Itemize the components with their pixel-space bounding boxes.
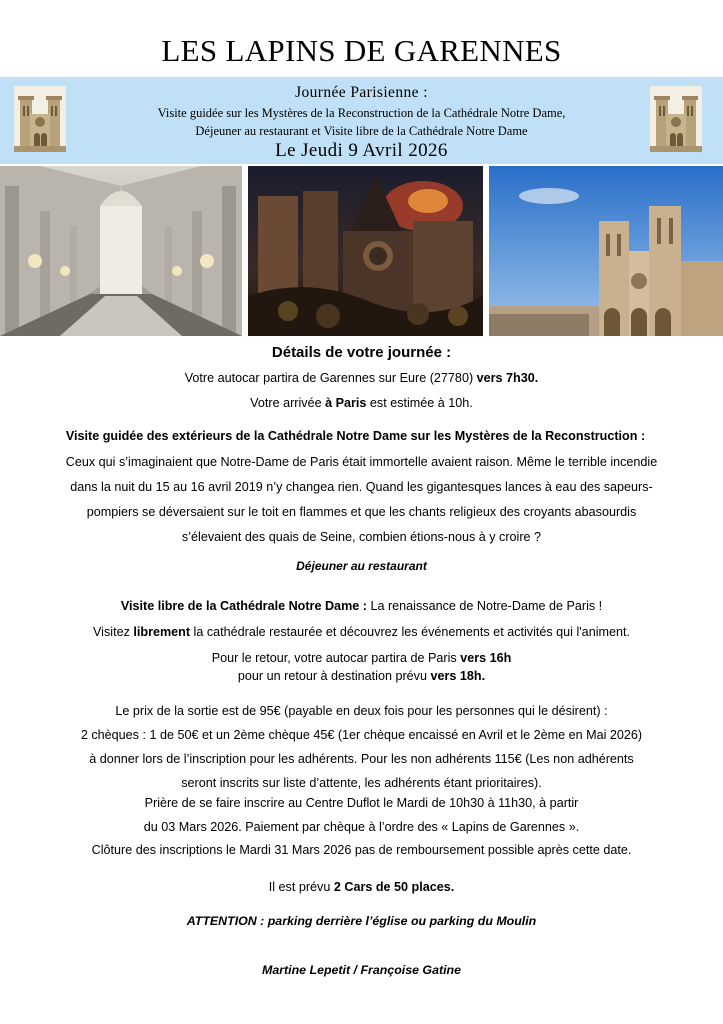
header-banner xyxy=(0,77,723,164)
guided-visit-heading: Visite guidée des extérieurs de la Cathédrale Notre Dame sur les Mystères de la Reconstruction : xyxy=(65,429,646,443)
banner-line-1: Journée Parisienne : xyxy=(295,84,428,101)
price-text: 2 chèques : 1 de 50€ et un 2ème chèque 45€ (1er chèque encaissé en Avril et le 2ème en Mai 2026) xyxy=(80,728,643,742)
guided-visit-text: Ceux qui s’imaginaient que Notre-Dame de Paris était immortelle avaient raison. Même le terrible incendie xyxy=(65,455,658,469)
parking-notice: ATTENTION : parking derrière l’église ou parking du Moulin xyxy=(186,914,537,928)
lunch-line: Déjeuner au restaurant xyxy=(296,559,427,573)
free-visit-text: Visitez librement la cathédrale restaurée et découvrez les événements et activités qui l'animent. xyxy=(93,625,630,639)
banner-line-3: Déjeuner au restaurant et Visite libre de la Cathédrale Notre Dame xyxy=(195,124,528,138)
arrival-line: Votre arrivée à Paris est estimée à 10h. xyxy=(250,396,473,410)
price-text: à donner lors de l’inscription pour les adhérents. Pour les non adhérents 115€ (Les non adhérents xyxy=(89,752,634,766)
cathedral-icon xyxy=(650,86,702,152)
guided-visit-text: dans la nuit du 15 au 16 avril 2019 n’y changea rien. Quand les gigantesques lances à eau des sapeurs- xyxy=(70,480,653,494)
return-line: pour un retour à destination prévu vers 18h. xyxy=(237,669,486,683)
price-text: du 03 Mars 2026. Paiement par chèque à l’ordre des « Lapins de Garennes ». xyxy=(143,820,580,834)
page-title: LES LAPINS DE GARENNES xyxy=(161,33,562,68)
departure-line: Votre autocar partira de Garennes sur Eure (27780) vers 7h30. xyxy=(184,371,539,385)
details-heading: Détails de votre journée : xyxy=(271,344,452,361)
banner-line-2: Visite guidée sur les Mystères de la Reconstruction de la Cathédrale Notre Dame, xyxy=(157,106,566,120)
buses-line: Il est prévu 2 Cars de 50 places. xyxy=(268,880,455,894)
price-text: Prière de se faire inscrire au Centre Duflot le Mardi de 10h30 à 11h30, à partir xyxy=(144,796,579,810)
price-text: Clôture des inscriptions le Mardi 31 Mars 2026 pas de remboursement possible après cette date. xyxy=(91,843,632,857)
return-line: Pour le retour, votre autocar partira de Paris vers 16h xyxy=(211,651,512,665)
guided-visit-text: s’élevaient des quais de Seine, combien étions-nous à y croire ? xyxy=(181,530,542,544)
guided-visit-text: pompiers se déversaient sur le toit en flammes et que les chants religieux des croyants abasourdis xyxy=(86,505,637,519)
price-text: Le prix de la sortie est de 95€ (payable en deux fois pour les personnes qui le désirent) : xyxy=(115,704,608,718)
free-visit-heading: Visite libre de la Cathédrale Notre Dame : La renaissance de Notre-Dame de Paris ! xyxy=(120,599,603,613)
banner-date: Le Jeudi 9 Avril 2026 xyxy=(275,140,448,161)
price-text: seront inscrits sur liste d’attente, les adhérents étant prioritaires). xyxy=(181,776,542,790)
photo-cathedral-interior xyxy=(0,166,242,336)
signature: Martine Lepetit / Françoise Gatine xyxy=(262,963,461,977)
photo-cathedral-facade xyxy=(489,166,723,336)
photo-cathedral-fire xyxy=(248,166,483,336)
